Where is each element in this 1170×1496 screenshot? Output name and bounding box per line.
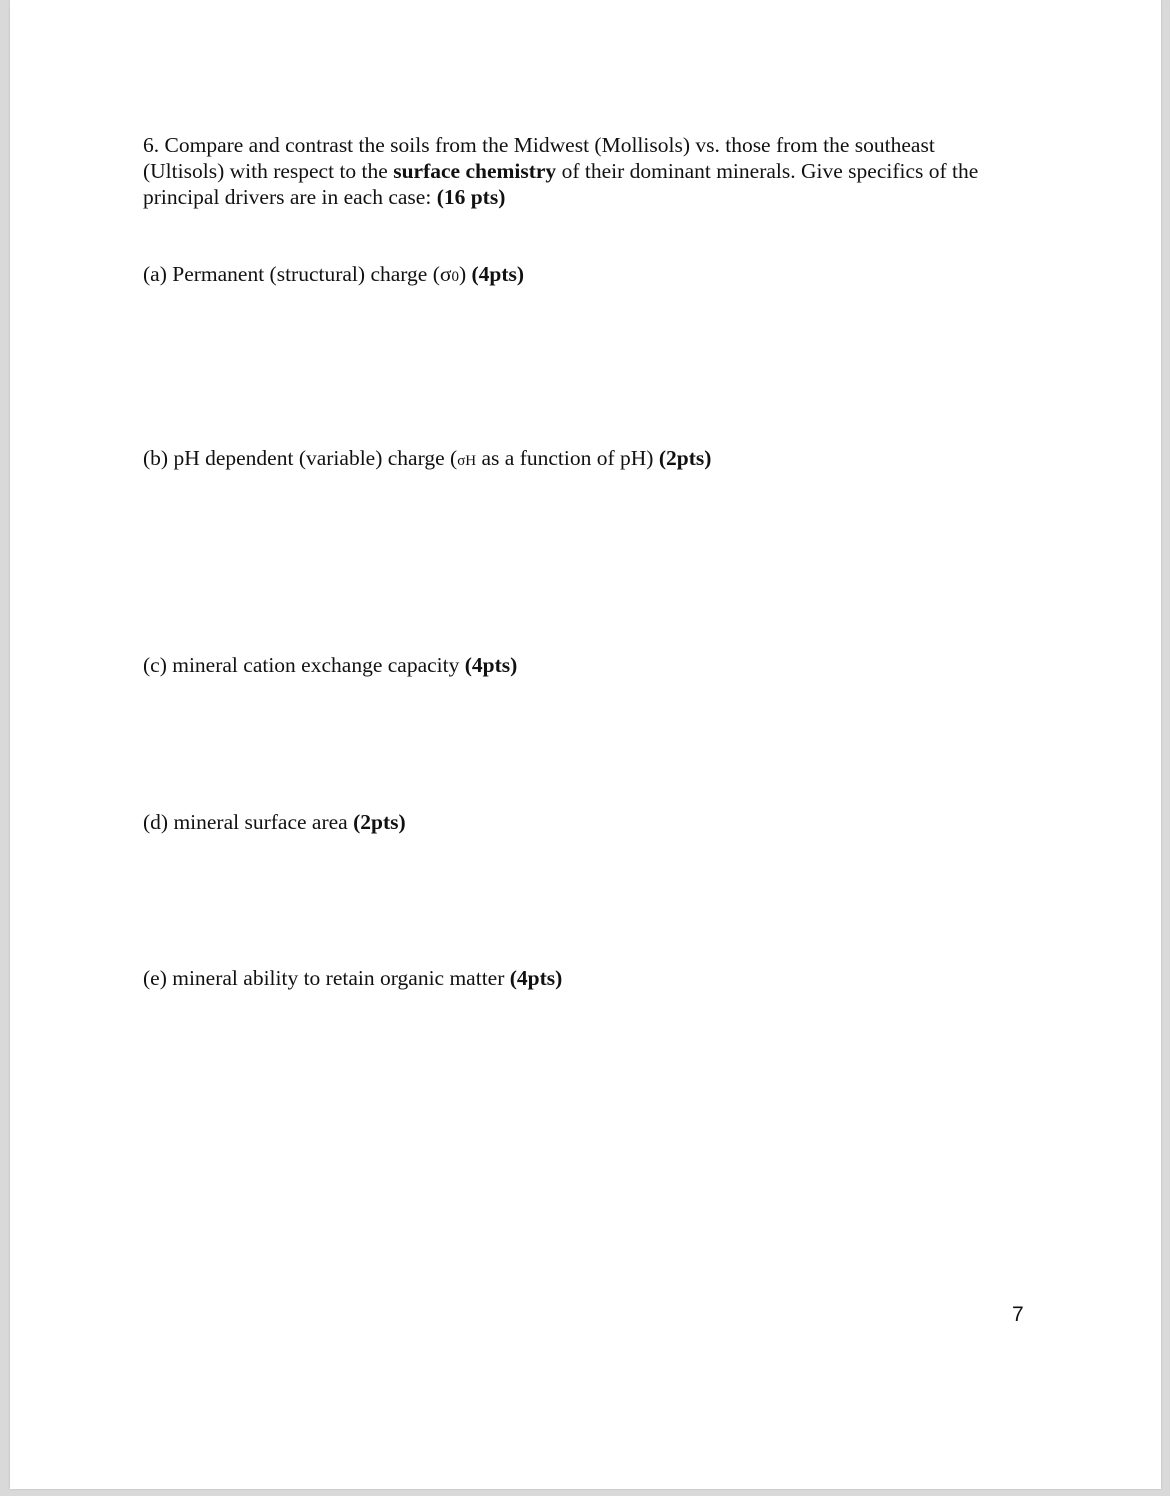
document-page — [10, 0, 1161, 1489]
part-c — [143, 653, 517, 678]
question-text: 6. Compare and contrast the soils from the Midwest (Mollisols) vs. those from the southeast — [143, 133, 935, 157]
part-b-text: (b) pH dependent (variable) charge ( — [143, 446, 458, 470]
part-d — [143, 810, 406, 835]
part-b — [143, 446, 711, 471]
sigma-symbol: σ — [439, 262, 452, 286]
sigma-subscript: 0 — [451, 269, 459, 285]
question-emphasis: surface chemistry — [393, 159, 557, 183]
part-a-text: (a) Permanent (structural) charge ( — [143, 262, 440, 286]
part-d-points: (2pts) — [353, 810, 406, 834]
question-text: (Ultisols) with respect to the — [143, 159, 394, 183]
question-line-2 — [143, 158, 978, 185]
question-line-3 — [143, 184, 505, 211]
part-d-text: (d) mineral surface area — [143, 810, 354, 834]
part-c-points: (4pts) — [464, 653, 518, 677]
question-text: of their dominant minerals. Give specifics of the — [556, 159, 979, 183]
part-b-rest: as a function of pH) — [476, 446, 659, 470]
part-e — [143, 966, 562, 991]
question-line-1 — [143, 132, 935, 159]
part-e-text: (e) mineral ability to retain organic matter — [143, 966, 510, 990]
sigma-subscript: H — [465, 453, 477, 469]
part-e-points: (4pts) — [509, 966, 563, 990]
sigma-symbol: σ — [457, 453, 466, 469]
page-number: 7 — [1012, 1303, 1024, 1326]
part-b-points: (2pts) — [658, 446, 712, 470]
part-a-close: ) — [458, 262, 472, 286]
part-c-text: (c) mineral cation exchange capacity — [143, 653, 465, 677]
part-a — [143, 262, 524, 287]
question-text: principal drivers are in each case: — [143, 185, 437, 209]
question-points: (16 pts) — [436, 185, 506, 209]
part-a-points: (4pts) — [471, 262, 525, 286]
